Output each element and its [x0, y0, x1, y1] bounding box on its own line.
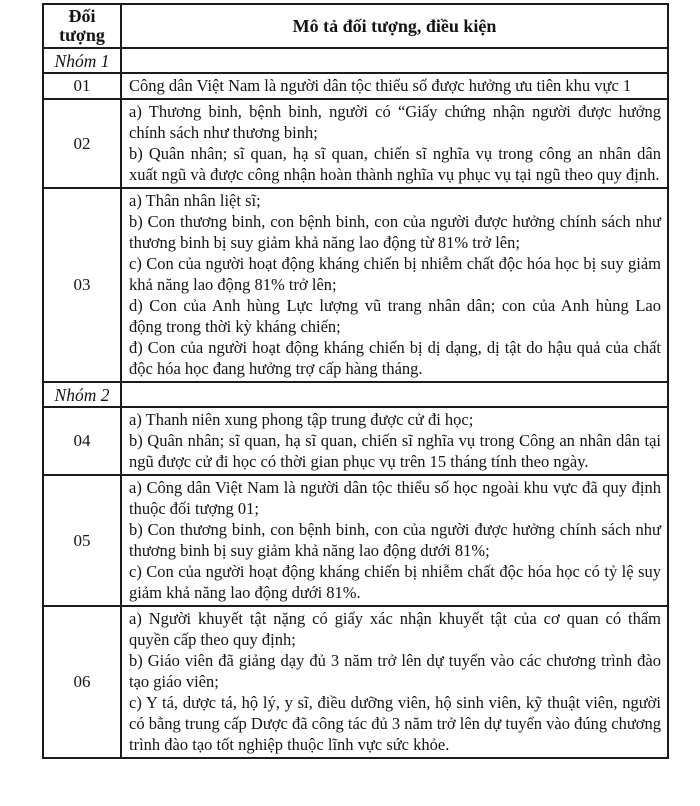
column-header-description: Mô tả đối tượng, điều kiện: [121, 4, 668, 48]
subject-code-06: 06: [43, 606, 121, 758]
description-paragraph: c) Con của người hoạt động kháng chiến bị nhiễm chất độc hóa học có tỷ lệ suy giảm khả năng lao động dưới 81%.: [129, 562, 661, 602]
description-paragraph: a) Người khuyết tật nặng có giấy xác nhận khuyết tật của cơ quan có thẩm quyền cấp theo quy định;: [129, 609, 661, 649]
description-paragraph: b) Quân nhân; sĩ quan, hạ sĩ quan, chiến sĩ nghĩa vụ trong công an nhân dân xuất ngũ và được công nhận hoàn thành nghĩa vụ phục vụ tại ngũ theo quy định.: [129, 144, 661, 184]
subject-code-05: 05: [43, 475, 121, 606]
description-paragraph: b) Con thương binh, con bệnh binh, con của người được hưởng chính sách như thương binh bị suy giảm khả năng lao động từ 81% trở lên;: [129, 212, 661, 252]
subject-code-03: 03: [43, 188, 121, 382]
description-cell-04: [121, 407, 668, 475]
table-row-05: [43, 475, 668, 606]
description-paragraph: b) Quân nhân; sĩ quan, hạ sĩ quan, chiến sĩ nghĩa vụ trong Công an nhân dân tại ngũ được cử đi học có thời gian phục vụ trên 15 tháng tính theo ngày.: [129, 431, 661, 471]
description-paragraph: b) Giáo viên đã giảng dạy đủ 3 năm trở lên dự tuyển vào các chương trình đào tạo giáo viên;: [129, 651, 661, 691]
description-cell-02: [121, 99, 668, 188]
group-1-label: Nhóm 1: [43, 48, 121, 73]
description-cell-05: [121, 475, 668, 606]
group-2-label: Nhóm 2: [43, 382, 121, 407]
group-row-1: [43, 48, 668, 73]
table-row-02: [43, 99, 668, 188]
column-header-subject: Đối tượng: [43, 4, 121, 48]
priority-object-table: [42, 3, 669, 759]
description-paragraph: c) Con của người hoạt động kháng chiến bị nhiễm chất độc hóa học bị suy giảm khả năng lao động 81% trở lên;: [129, 254, 661, 294]
description-cell-01: [121, 73, 668, 99]
subject-code-04: 04: [43, 407, 121, 475]
table-row-01: [43, 73, 668, 99]
table-row-03: [43, 188, 668, 382]
subject-code-01: 01: [43, 73, 121, 99]
subject-code-02: 02: [43, 99, 121, 188]
description-paragraph: d) Con của Anh hùng Lực lượng vũ trang nhân dân; con của Anh hùng Lao động trong thời kỳ kháng chiến;: [129, 296, 661, 336]
group-1-empty-cell: [121, 48, 668, 73]
description-paragraph: a) Công dân Việt Nam là người dân tộc thiểu số học ngoài khu vực đã quy định thuộc đối tượng 01;: [129, 478, 661, 518]
description-paragraph: a) Thân nhân liệt sĩ;: [129, 191, 261, 210]
description-paragraph: a) Thanh niên xung phong tập trung được cử đi học;: [129, 410, 474, 429]
description-cell-03: [121, 188, 668, 382]
priority-groups-document: [42, 3, 669, 759]
group-row-2: [43, 382, 668, 407]
table-header-row: [43, 4, 668, 48]
description-paragraph: b) Con thương binh, con bệnh binh, con của người được hưởng chính sách như thương binh bị suy giảm khả năng lao động dưới 81%;: [129, 520, 661, 560]
table-row-04: [43, 407, 668, 475]
group-2-empty-cell: [121, 382, 668, 407]
description-paragraph: a) Thương binh, bệnh binh, người có “Giấy chứng nhận người được hưởng chính sách như thương binh;: [129, 102, 661, 142]
description-paragraph: c) Y tá, dược tá, hộ lý, y sĩ, điều dưỡng viên, hộ sinh viên, kỹ thuật viên, người có bằng trung cấp Dược đã công tác đủ 3 năm trở lên dự tuyển vào đúng chương trình đào tạo tốt nghiệp thuộc lĩnh vực sức khỏe.: [129, 693, 661, 754]
description-cell-06: [121, 606, 668, 758]
description-paragraph: đ) Con của người hoạt động kháng chiến bị dị dạng, dị tật do hậu quả của chất độc hóa học đang hưởng trợ cấp hàng tháng.: [129, 338, 661, 378]
description-paragraph: Công dân Việt Nam là người dân tộc thiểu số được hưởng ưu tiên khu vực 1: [129, 76, 632, 95]
table-row-06: [43, 606, 668, 758]
